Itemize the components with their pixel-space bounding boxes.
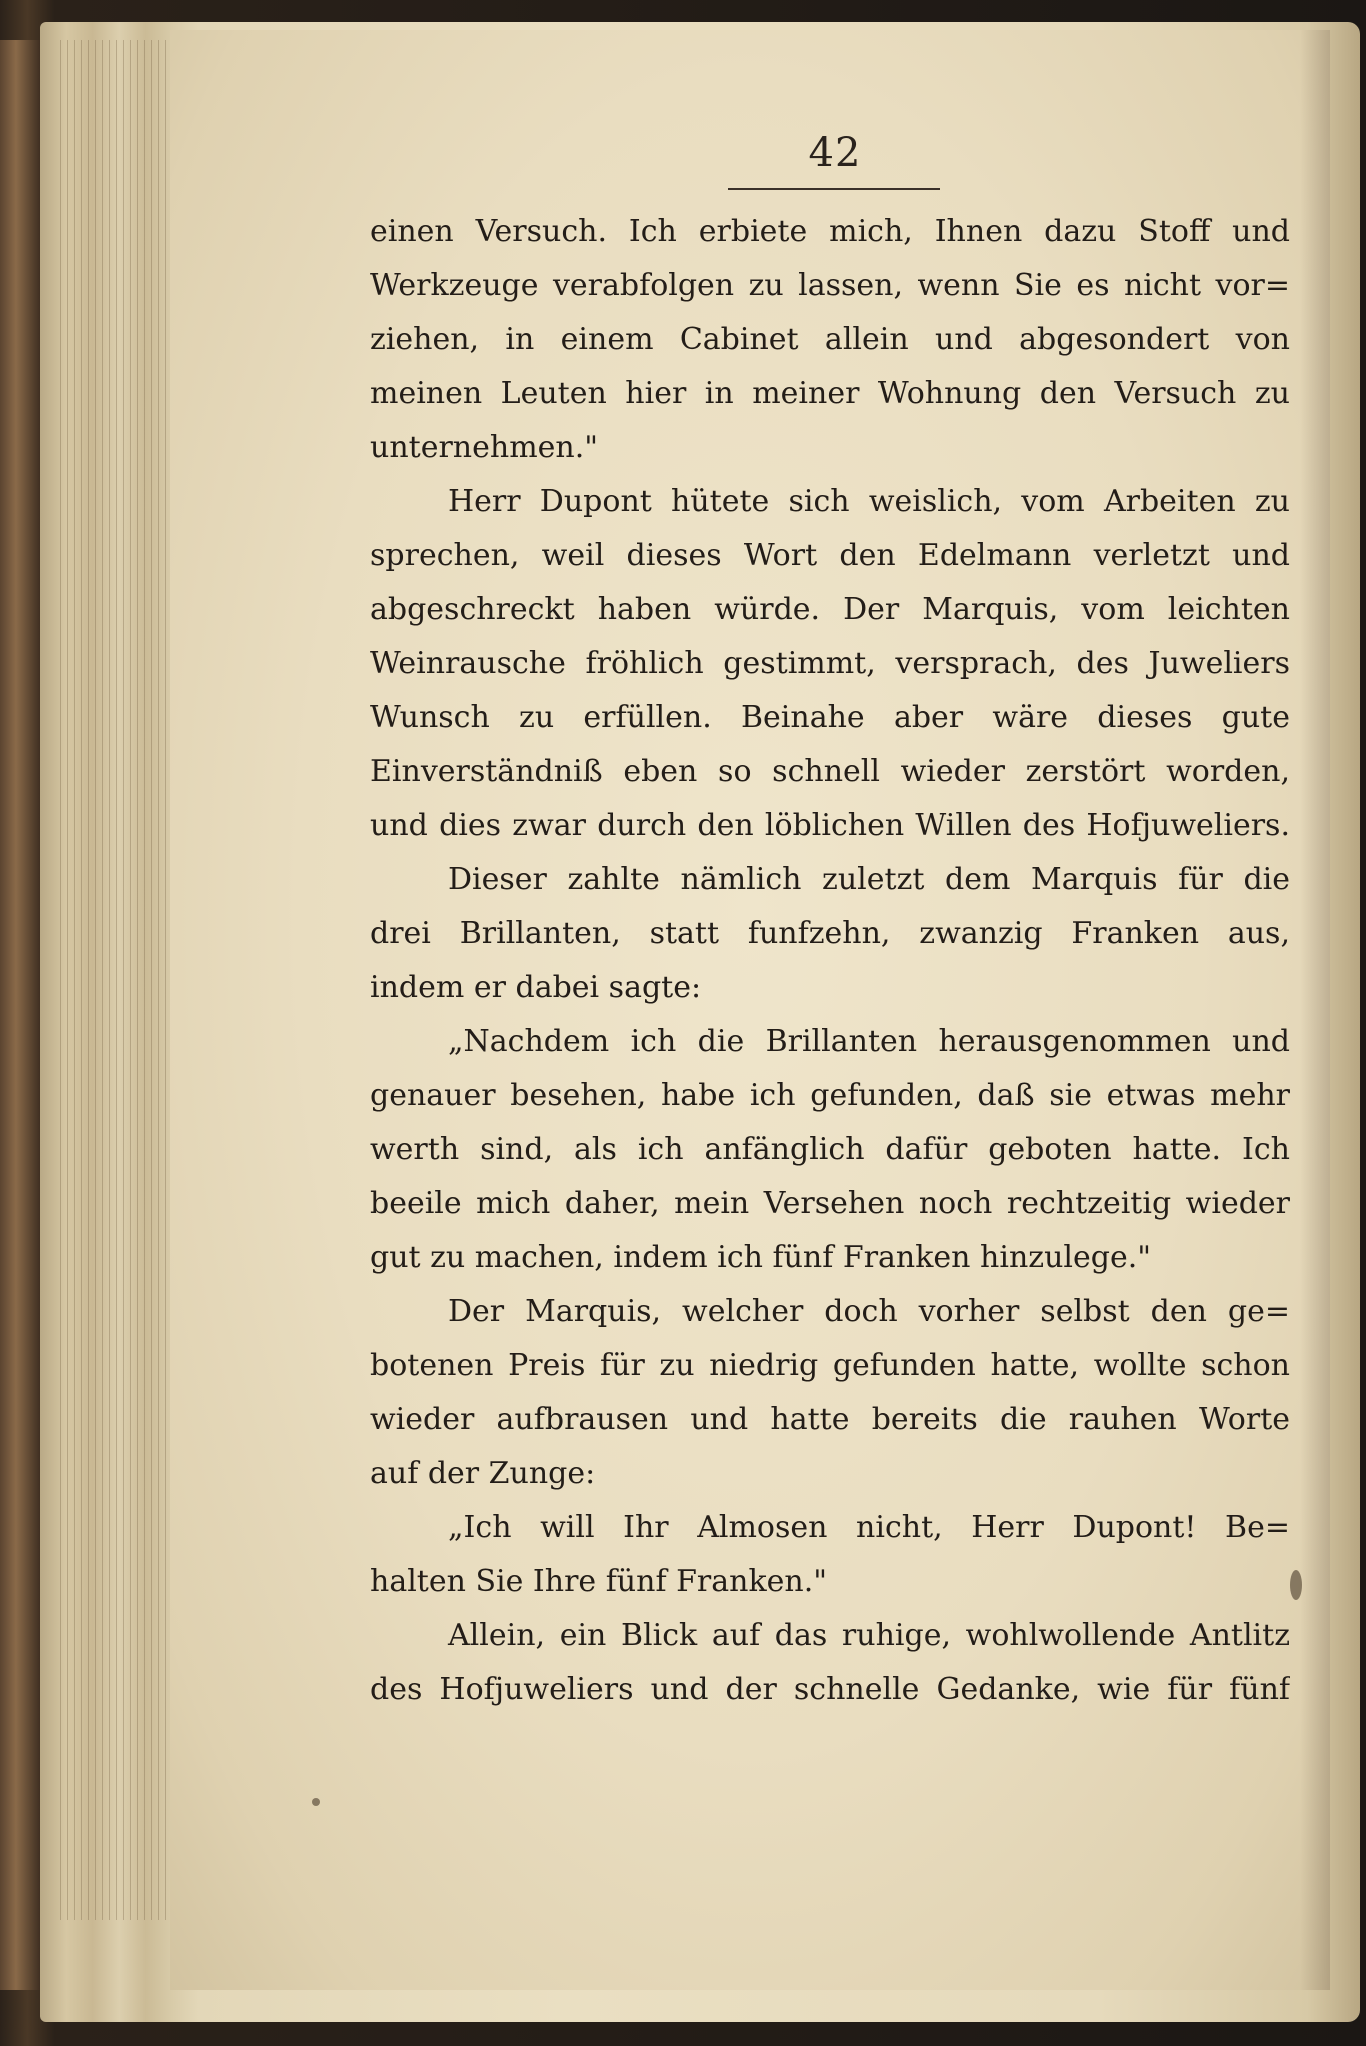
text-line: unternehmen."	[370, 430, 599, 465]
cover-spine-edge	[0, 40, 40, 1990]
text-line: abgeschreckt haben würde. Der Marquis, vom leichten	[370, 592, 1290, 627]
ink-speck	[312, 1798, 320, 1806]
text-line: des Hofjuweliers und der schnelle Gedanke, wie für fünf	[370, 1672, 1290, 1707]
ink-blot	[1290, 1570, 1302, 1600]
text-line: Dieser zahlte nämlich zuletzt dem Marquis für die	[448, 862, 1290, 897]
text-line: wieder aufbrausen und hatte bereits die rauhen Worte	[370, 1402, 1290, 1437]
text-line: sprechen, weil dieses Wort den Edelmann verletzt und	[370, 538, 1290, 573]
text-line: botenen Preis für zu niedrig gefunden hatte, wollte schon	[370, 1348, 1290, 1383]
text-line: genauer besehen, habe ich gefunden, daß sie etwas mehr	[370, 1078, 1290, 1113]
text-line: Weinrausche fröhlich gestimmt, versprach, des Juweliers	[370, 646, 1290, 681]
text-line: Herr Dupont hütete sich weislich, vom Arbeiten zu	[448, 484, 1290, 519]
text-line: indem er dabei sagte:	[370, 970, 702, 1005]
page-edges	[60, 40, 170, 1920]
text-line: Werkzeuge verabfolgen zu lassen, wenn Sie es nicht vor=	[370, 268, 1290, 303]
text-line: gut zu machen, indem ich fünf Franken hinzulege."	[370, 1240, 1152, 1275]
text-line: beeile mich daher, mein Versehen noch rechtzeitig wieder	[370, 1186, 1290, 1221]
header-rule	[728, 188, 940, 190]
text-line: meinen Leuten hier in meiner Wohnung den Versuch zu	[370, 376, 1290, 411]
text-line: Einverständniß eben so schnell wieder zerstört worden,	[370, 754, 1290, 789]
text-line: einen Versuch. Ich erbiete mich, Ihnen dazu Stoff und	[370, 214, 1290, 249]
text-line: Der Marquis, welcher doch vorher selbst den ge=	[448, 1294, 1290, 1329]
text-line: Allein, ein Blick auf das ruhige, wohlwollende Antlitz	[448, 1618, 1290, 1653]
page-gutter-shadow	[1300, 30, 1330, 1990]
text-line: „Nachdem ich die Brillanten herausgenommen und	[448, 1024, 1290, 1059]
text-line: und dies zwar durch den löblichen Willen des Hofjuweliers.	[370, 808, 1290, 843]
text-line: halten Sie Ihre fünf Franken."	[370, 1564, 828, 1599]
text-line: ziehen, in einem Cabinet allein und abgesondert von	[370, 322, 1290, 357]
text-line: werth sind, als ich anfänglich dafür geboten hatte. Ich	[370, 1132, 1290, 1167]
text-line: „Ich will Ihr Almosen nicht, Herr Dupont! Be=	[448, 1510, 1290, 1545]
text-line: Wunsch zu erfüllen. Beinahe aber wäre dieses gute	[370, 700, 1290, 735]
page-number: 42	[808, 130, 862, 176]
text-line: drei Brillanten, statt funfzehn, zwanzig Franken aus,	[370, 916, 1290, 951]
text-line: auf der Zunge:	[370, 1456, 596, 1491]
